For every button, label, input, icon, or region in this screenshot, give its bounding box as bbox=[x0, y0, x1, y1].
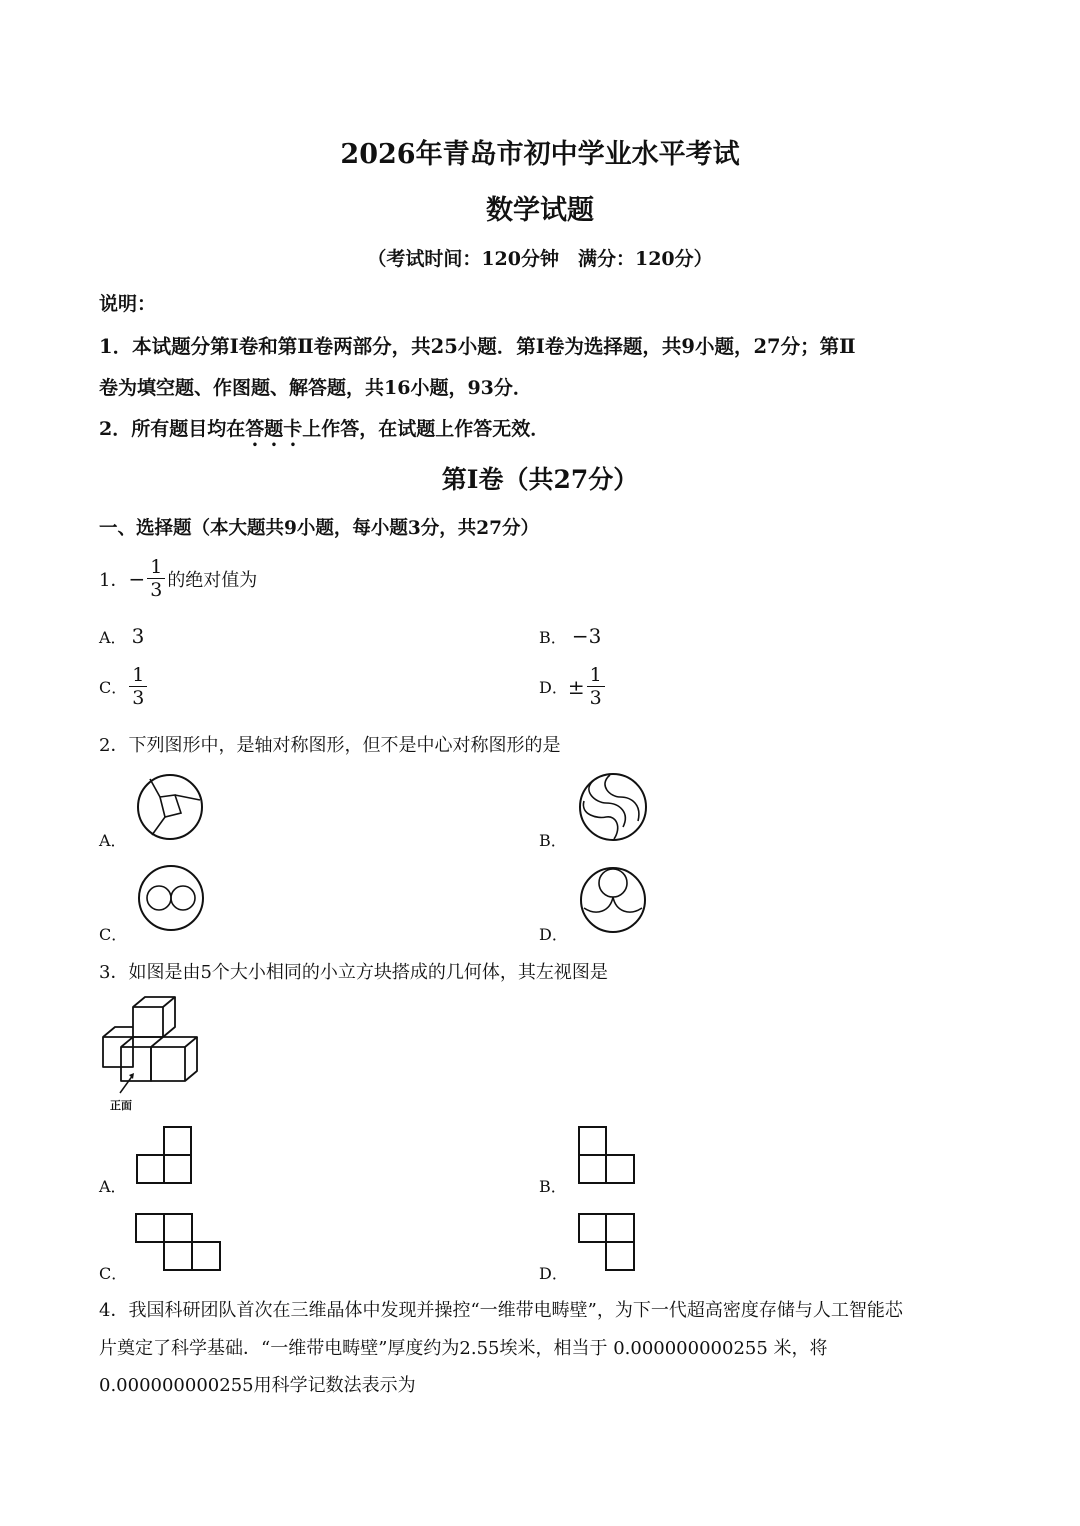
q2-option-c-label: C． bbox=[99, 925, 128, 944]
question-3: 3．如图是由5个大小相同的小立方块搭成的几何体，其左视图是 bbox=[99, 962, 608, 983]
subject-title: 数学试题 bbox=[486, 195, 594, 226]
option-label: C． bbox=[99, 678, 128, 697]
question-1-number: 1． bbox=[99, 569, 129, 591]
instruction-2-emphasis: 答题卡 bbox=[245, 418, 303, 440]
q2-figure-c bbox=[135, 864, 209, 932]
instruction-2-post: 上作答，在试题上作答无效． bbox=[302, 418, 550, 440]
fraction-denominator: 3 bbox=[150, 579, 163, 601]
question-4-line-2: 片奠定了科学基础．“一维带电畴壁”厚度约为2.55埃米，相当于 0.000000000255 米，将 bbox=[99, 1338, 828, 1359]
option-label: B． bbox=[539, 628, 567, 647]
fraction-numerator: 1 bbox=[587, 664, 605, 687]
q2-option-d-label: D． bbox=[539, 925, 568, 944]
q3-option-b-figure bbox=[577, 1125, 637, 1185]
q1-option-a bbox=[99, 624, 144, 648]
section-one-heading: 一、选择题（本大题共9小题，每小题3分，共27分） bbox=[99, 518, 539, 539]
q2-figure-d bbox=[576, 866, 650, 934]
fraction-numerator: 1 bbox=[147, 556, 165, 579]
q2-option-a-label: A． bbox=[99, 831, 127, 850]
q3-solid-figure bbox=[100, 993, 210, 1113]
instruction-1-line-2: 卷为填空题、作图题、解答题，共16小题，93分． bbox=[99, 377, 532, 399]
plus-minus-sign: ± bbox=[567, 674, 585, 699]
question-1 bbox=[99, 556, 257, 601]
q3-option-d-label: D． bbox=[539, 1264, 568, 1283]
fraction-denominator: 3 bbox=[132, 687, 145, 709]
q3-option-a-label: A． bbox=[99, 1177, 127, 1196]
q1-option-b bbox=[539, 624, 601, 648]
question-2: 2．下列图形中，是轴对称图形，但不是中心对称图形的是 bbox=[99, 735, 561, 756]
part-one-heading: 第Ⅰ卷（共27分） bbox=[441, 465, 639, 494]
option-value: 3 bbox=[131, 624, 145, 648]
question-4-line-1: 4．我国科研团队首次在三维晶体中发现并操控“一维带电畴壁”，为下一代超高密度存储与人工智能芯 bbox=[99, 1300, 903, 1321]
option-label: A． bbox=[99, 628, 127, 647]
fraction-numerator: 1 bbox=[129, 664, 147, 687]
option-value: −3 bbox=[571, 624, 602, 648]
fraction-denominator: 3 bbox=[589, 687, 602, 709]
instruction-2-pre: 2．所有题目均在 bbox=[99, 418, 246, 440]
question-1-minus: − bbox=[128, 566, 146, 591]
q3-option-c-figure bbox=[134, 1212, 222, 1272]
option-fraction bbox=[587, 664, 605, 709]
exam-info: （考试时间：120分钟 满分：120分） bbox=[367, 248, 713, 270]
question-4-line-3: 0.000000000255用科学记数法表示为 bbox=[99, 1375, 416, 1396]
q1-option-d bbox=[539, 664, 607, 709]
exam-title: 2026年青岛市初中学业水平考试 bbox=[340, 139, 740, 170]
q3-option-d-figure bbox=[577, 1212, 637, 1272]
q2-option-b-label: B． bbox=[539, 831, 567, 850]
instruction-2 bbox=[99, 414, 549, 451]
question-1-fraction bbox=[147, 556, 165, 601]
q1-option-c bbox=[99, 664, 149, 709]
q2-figure-a bbox=[134, 773, 208, 841]
q2-figure-b bbox=[576, 771, 650, 843]
option-fraction bbox=[129, 664, 147, 709]
question-1-text: 的绝对值为 bbox=[167, 569, 258, 591]
instruction-1-line-1: 1．本试题分第Ⅰ卷和第Ⅱ卷两部分，共25小题．第Ⅰ卷为选择题，共9小题，27分；第Ⅱ bbox=[99, 335, 856, 358]
instructions-heading: 说明： bbox=[99, 293, 157, 315]
q3-option-a-figure bbox=[136, 1125, 194, 1185]
option-label: D． bbox=[539, 678, 568, 697]
front-view-label: 正面 bbox=[110, 1099, 132, 1112]
q3-option-c-label: C． bbox=[99, 1264, 128, 1283]
q3-option-b-label: B． bbox=[539, 1177, 567, 1196]
